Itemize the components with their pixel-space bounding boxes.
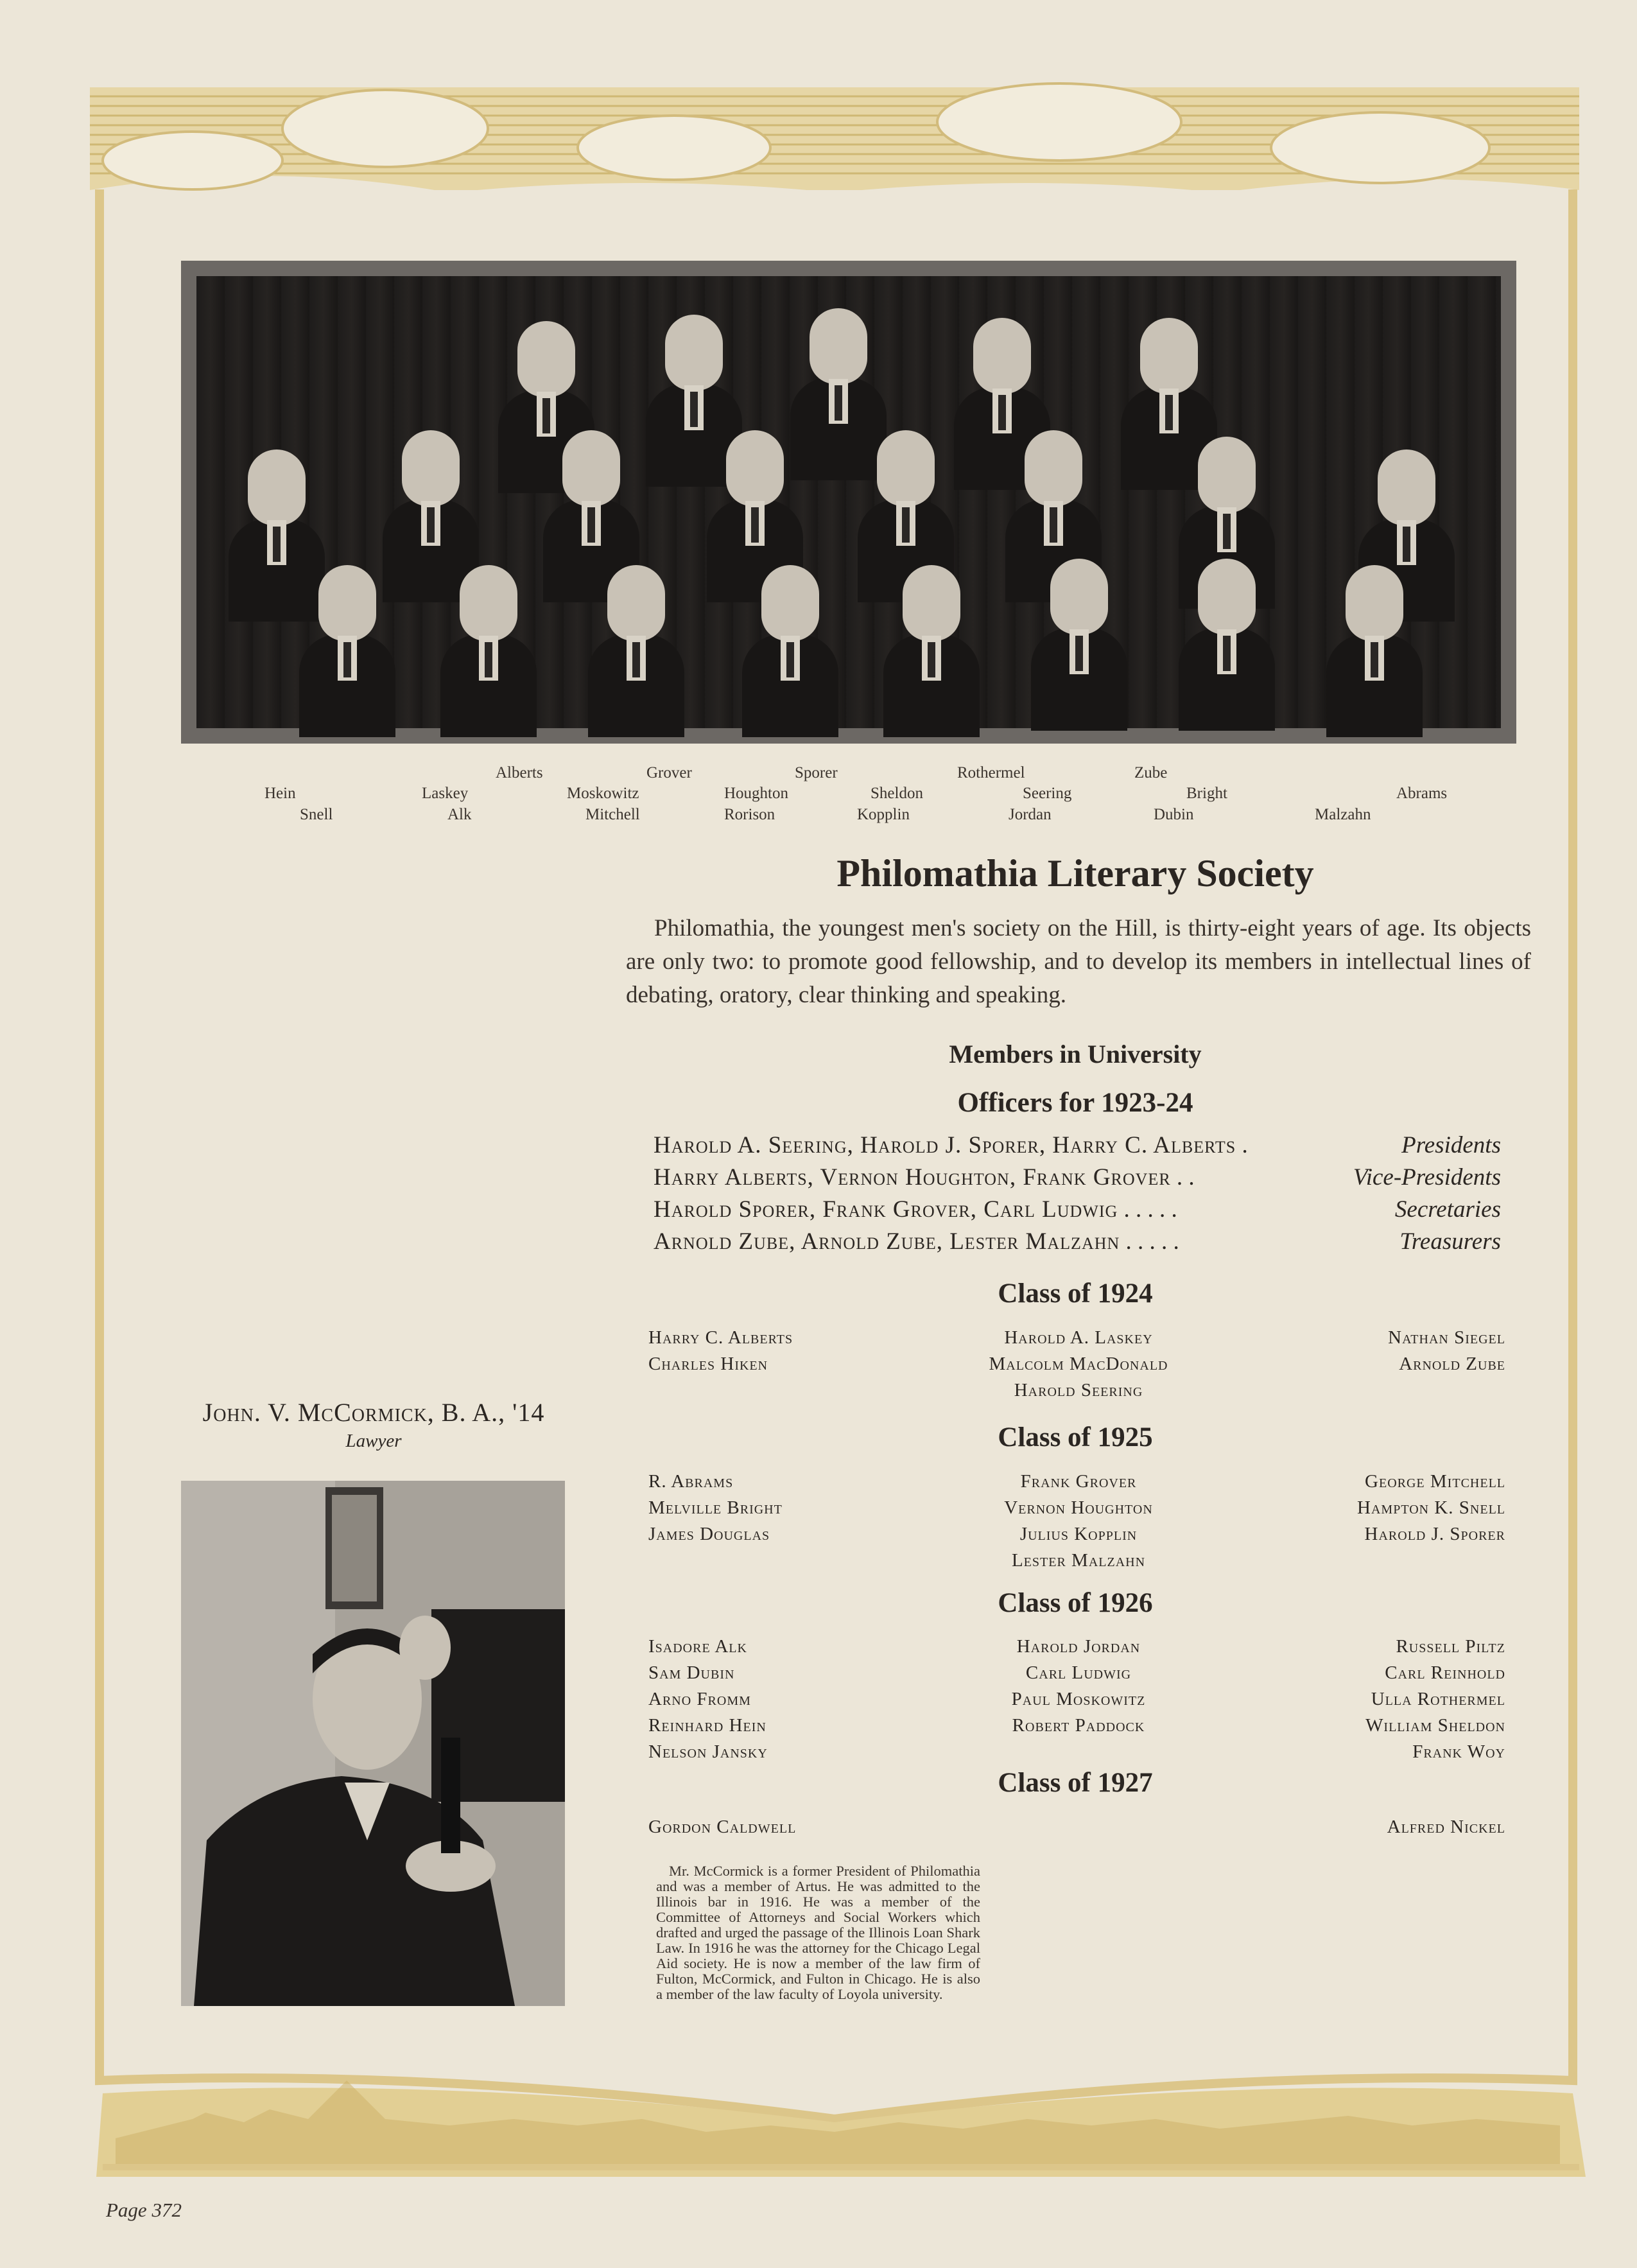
caption-name: Malzahn [1315,806,1371,823]
member-name: R. Abrams [648,1471,734,1492]
class-column-left [648,1325,793,1377]
member-name: Reinhard Hein [648,1715,767,1736]
officer-row [654,1164,1501,1191]
member-name: Carl Reinhold [1385,1662,1505,1683]
header-cloud-band [90,83,1579,205]
officer-row [654,1228,1501,1255]
alumnus-bio: Mr. McCormick is a former President of Philomathia and was a member of Artus. He was admitted to the Illinois bar in 1916. He was a member of the Committee of Attorneys and Social Workers which drafted and urged the passage of the Illinois Loan Shark Law. In 1916 he was the attorney for the Chicago Legal Aid society. He is now a member of the law firm of Fulton, McCormick, and Fulton in Chicago. He is also a member of the law faculty of Loyola university. [656,1863,980,2002]
officer-role: Presidents [1401,1132,1501,1158]
caption-name: Rorison [724,806,775,823]
member-name: Arno Fromm [648,1689,751,1709]
officer-names: Harry Alberts, Vernon Houghton, Frank Grover [654,1164,1171,1191]
member-name: Ulla Rothermel [1371,1689,1505,1709]
caption-name: Rothermel [957,764,1025,781]
member-name: Arnold Zube [1399,1354,1505,1374]
officer-row [654,1196,1501,1223]
member-name: Julius Kopplin [1019,1524,1138,1544]
caption-name: Laskey [422,785,469,802]
footer-skyline-band [96,2080,1586,2177]
alumnus-role: Lawyer [345,1431,402,1451]
class-column-middle [918,1469,1239,1574]
page-number: Page 372 [106,2199,182,2221]
caption-name: Sheldon [870,785,923,802]
caption-name: Grover [646,764,692,781]
member-name: Carl Ludwig [1025,1662,1132,1683]
member-name: Robert Paddock [1012,1715,1145,1736]
officers-heading: Officers for 1923-24 [957,1088,1193,1118]
member-name: Isadore Alk [648,1636,747,1657]
alumnus-portrait-photo [181,1481,565,2006]
caption-name: Dubin [1154,806,1194,823]
member-name: Harold J. Sporer [1364,1524,1505,1544]
class-column-left [648,1634,768,1765]
member-name: Hampton K. Snell [1357,1497,1505,1518]
member-name: Harry C. Alberts [648,1327,793,1348]
member-name: Paul Moskowitz [1011,1689,1146,1709]
caption-name: Seering [1023,785,1072,802]
member-name: Melville Bright [648,1497,783,1518]
caption-name: Snell [300,806,333,823]
class-heading: Class of 1927 [998,1768,1153,1798]
officer-role: Secretaries [1394,1196,1501,1223]
caption-name: Alk [447,806,472,823]
caption-name: Bright [1186,785,1227,802]
member-name: Nelson Jansky [648,1741,768,1762]
officer-role: Vice-Presidents [1353,1164,1501,1191]
member-name: Gordon Caldwell [648,1817,797,1837]
caption-name: Jordan [1009,806,1052,823]
caption-name: Moskowitz [567,785,639,802]
leader-dots: . . . . . [1118,1196,1177,1223]
officer-names: Harold A. Seering, Harold J. Sporer, Harry C. Alberts [654,1132,1236,1158]
class-column-right [1365,1634,1505,1765]
member-name: Harold A. Laskey [1004,1327,1153,1348]
leader-dots: . [1236,1132,1248,1158]
member-name: Vernon Houghton [1004,1497,1153,1518]
class-heading: Class of 1925 [998,1422,1153,1452]
class-column-left [648,1469,783,1548]
officer-role: Treasurers [1399,1228,1501,1255]
member-name: Malcolm MacDonald [989,1354,1168,1374]
class-column-middle [918,1325,1239,1404]
member-name: Sam Dubin [648,1662,735,1683]
member-name: Alfred Nickel [1387,1817,1505,1837]
group-photograph [181,261,1516,744]
photo-image-area [196,276,1501,728]
class-column-right [1357,1469,1505,1548]
member-name: William Sheldon [1365,1715,1505,1736]
caption-name: Abrams [1396,785,1448,802]
caption-name: Sporer [795,764,838,781]
officer-names: Harold Sporer, Frank Grover, Carl Ludwig [654,1196,1118,1223]
class-heading: Class of 1924 [998,1278,1153,1309]
class-column-left [648,1814,796,1840]
class-column-middle [918,1634,1239,1739]
member-name: Lester Malzahn [1011,1550,1146,1571]
caption-name: Houghton [724,785,788,802]
class-column-right [1387,1814,1505,1840]
leader-dots: . . [1170,1164,1195,1191]
class-column-right [1388,1325,1505,1377]
member-name: George Mitchell [1365,1471,1505,1492]
leader-dots: . . . . . [1120,1228,1179,1255]
intro-paragraph: Philomathia, the youngest men's society on the Hill, is thirty-eight years of age. Its objects are only two: to promote good fellowship, and to develop its members in intellectual lines of debating, oratory, clear thinking and speaking. [626,915,1531,1008]
member-name: Frank Grover [1020,1471,1137,1492]
member-name: Harold Jordan [1016,1636,1141,1657]
member-name: Nathan Siegel [1388,1327,1505,1348]
caption-name: Hein [264,785,296,802]
class-heading: Class of 1926 [998,1588,1153,1618]
page-title: Philomathia Literary Society [836,852,1314,894]
officer-row [654,1131,1501,1159]
caption-name: Alberts [496,764,543,781]
officer-names: Arnold Zube, Arnold Zube, Lester Malzahn [654,1228,1120,1255]
member-name: James Douglas [648,1524,770,1544]
members-heading: Members in University [949,1040,1202,1069]
caption-name: Kopplin [857,806,910,823]
caption-name: Zube [1134,764,1168,781]
alumnus-name: John. V. McCormick, B. A., '14 [202,1398,545,1427]
member-name: Frank Woy [1412,1741,1505,1762]
member-name: Charles Hiken [648,1354,768,1374]
member-name: Russell Piltz [1396,1636,1505,1657]
member-name: Harold Seering [1014,1380,1143,1400]
caption-name: Mitchell [585,806,640,823]
